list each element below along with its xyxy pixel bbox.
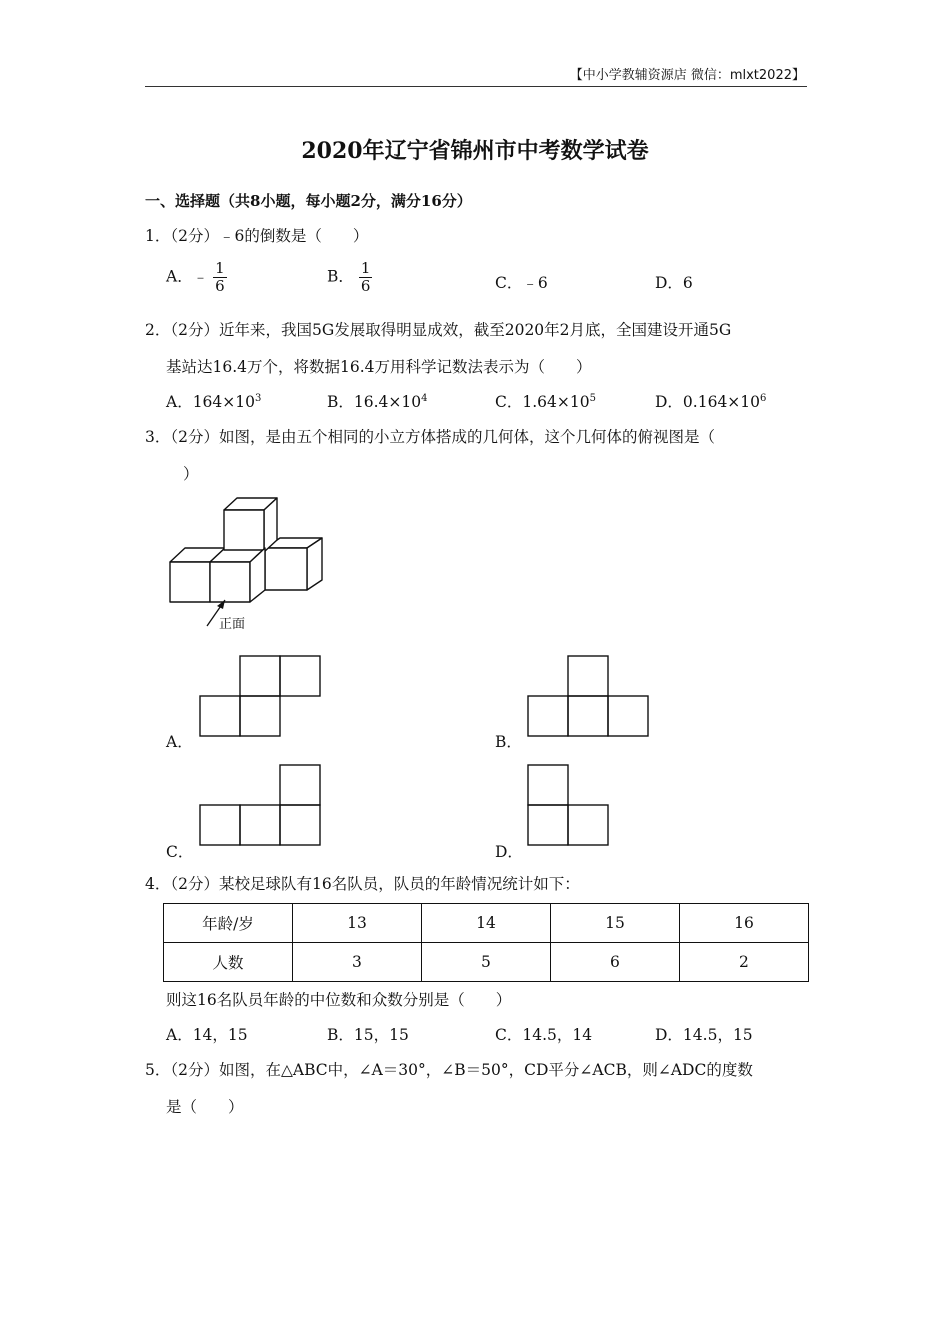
header-rule [145,86,807,87]
q3-cube-figure [165,494,335,634]
q4-age-table [163,903,809,982]
q2-line1: 2．（2分）近年来，我国5G发展取得明显成效，截至2020年2月底，全国建设开通5G [145,321,732,339]
table-cell: 14 [421,904,550,943]
table-row [164,904,809,943]
header-source-note: 【中小学教辅资源店 微信：mlxt2022】 [569,68,805,83]
cube-mid-front [210,562,250,602]
q3-option-c-figure[interactable] [198,764,322,848]
front-view-label: 正面 [219,617,246,632]
q3-option-b[interactable]: B． [495,733,522,751]
q3-option-d[interactable]: D． [495,843,523,861]
q4-option-b[interactable]: B．15，15 [327,1026,409,1044]
q3-option-d-figure[interactable] [526,764,612,848]
q2-option-c[interactable] [495,390,596,412]
q1-option-b-numerator: 1 [360,259,371,277]
table-cell: 年龄/岁 [164,904,293,943]
table-cell: 5 [421,943,550,982]
table-cell: 13 [293,904,422,943]
q2-line2: 基站达16.4万个，将数据16.4万用科学记数法表示为（ ） [166,358,592,376]
table-cell: 3 [293,943,422,982]
page-title: 2020年辽宁省锦州市中考数学试卷 [301,138,649,164]
q1-option-a-label: A． [166,267,193,286]
q1-option-a-denominator: 6 [215,277,225,295]
q1-option-a[interactable] [166,260,227,295]
table-cell: 6 [550,943,679,982]
q4-option-c[interactable]: C．14.5，14 [495,1026,593,1044]
table-cell: 人数 [164,943,293,982]
q2-option-a-exponent: 3 [255,393,262,404]
table-cell: 15 [550,904,679,943]
q5-line1: 5．（2分）如图，在△ABC中，∠A＝30°，∠B＝50°，CD平分∠ACB，则∠ADC的度数 [145,1061,753,1079]
q2-option-c-text: C．1.64×10 [495,393,590,411]
q1-option-a-fraction [213,260,227,295]
q5-line2: 是（ ） [166,1098,244,1116]
cube-upper-front [224,510,264,550]
q4-stem: 4．（2分）某校足球队有16名队员，队员的年龄情况统计如下： [145,875,580,893]
q4-question: 则这16名队员年龄的中位数和众数分别是（ ） [166,991,512,1009]
table-row [164,943,809,982]
q4-option-d[interactable]: D．14.5，15 [655,1026,753,1044]
q3-option-c[interactable]: C． [166,843,194,861]
q1-option-a-sign: ﹣ [192,267,209,286]
q1-option-b-label: B． [327,267,354,286]
q1-option-b-fraction [359,260,373,295]
cube-left-front [170,562,210,602]
q2-option-a-text: A．164×10 [166,393,255,411]
table-cell: 16 [679,904,808,943]
q1-option-c[interactable]: C．﹣6 [495,274,548,292]
q3-option-a[interactable]: A． [166,733,193,751]
q2-option-a[interactable] [166,390,261,412]
q2-option-c-exponent: 5 [589,393,596,404]
q3-line1: 3．（2分）如图，是由五个相同的小立方体搭成的几何体，这个几何体的俯视图是（ [145,428,715,446]
cube-right-side [307,538,322,590]
q3-option-b-figure[interactable] [526,655,652,739]
q1-stem: 1．（2分）﹣6的倒数是（ ） [145,227,369,245]
section-heading: 一、选择题（共8小题，每小题2分，满分16分） [145,192,472,210]
q1-option-d[interactable]: D．6 [655,274,693,292]
q1-option-b-denominator: 6 [360,277,371,295]
q2-option-b-text: B．16.4×10 [327,393,422,411]
q2-option-d-text: D．0.164×10 [655,393,761,411]
q2-option-b-exponent: 4 [421,393,428,404]
cube-right-front [265,548,307,590]
table-cell: 2 [679,943,808,982]
q2-option-b[interactable] [327,390,428,412]
q2-option-d-exponent: 6 [760,393,767,404]
q4-option-a[interactable]: A．14，15 [166,1026,248,1044]
q1-option-a-numerator: 1 [215,259,225,277]
q2-option-d[interactable] [655,390,766,412]
q1-option-b[interactable] [327,260,372,295]
q3-option-a-figure[interactable] [198,655,322,739]
q3-line2: ） [183,465,199,483]
